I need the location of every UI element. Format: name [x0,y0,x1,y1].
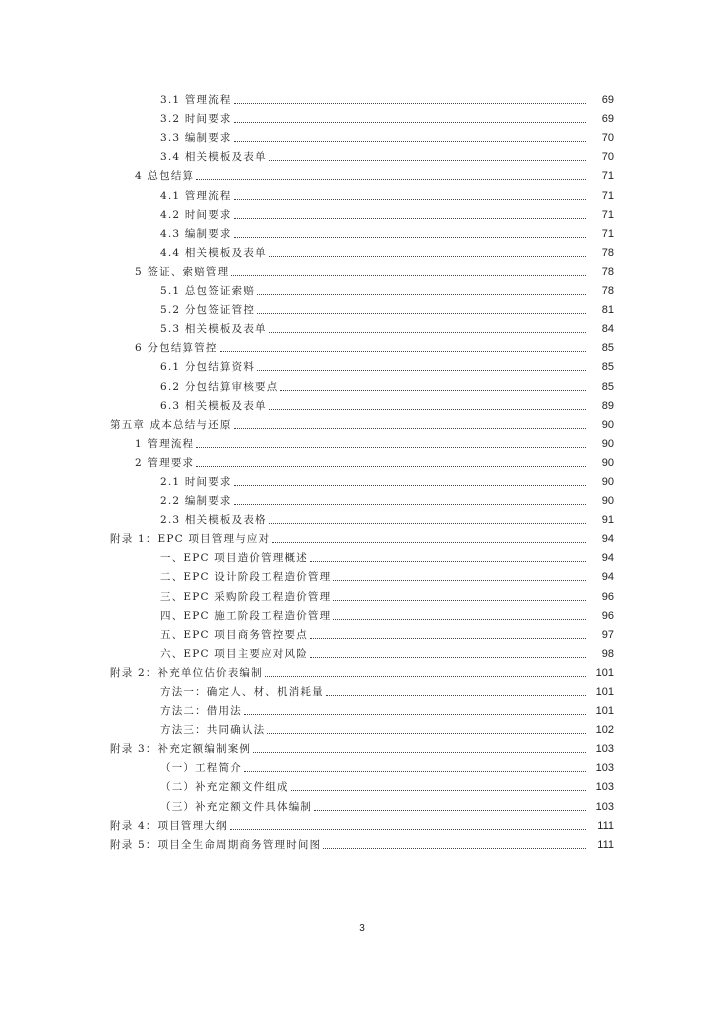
toc-entry-title: 5.3 相关模板及表单 [160,323,267,336]
toc-entry-page: 78 [601,246,614,259]
toc-dot-leader [269,332,586,333]
toc-entry-title: 附录 5：项目全生命周期商务管理时间图 [110,838,322,851]
toc-entry[interactable] [0,604,724,623]
toc-entry-page: 84 [601,323,614,336]
toc-entry-page: 78 [601,265,614,278]
toc-entry-page: 90 [601,495,614,508]
toc-entry-page: 98 [601,647,614,660]
toc-entry-title: 2.1 时间要求 [160,475,232,488]
toc-dot-leader [196,466,586,467]
toc-dot-leader [280,390,586,391]
toc-dot-leader [257,370,586,371]
toc-entry-title: 3.4 相关模板及表单 [160,151,267,164]
toc-entry[interactable] [0,794,724,813]
toc-entry-title: 6.2 分包结算审核要点 [160,380,279,393]
toc-entry-title: 4.2 时间要求 [160,208,232,221]
toc-entry-page: 111 [597,838,614,851]
toc-entry[interactable] [0,88,724,107]
toc-dot-leader [234,141,586,142]
toc-entry-title: （二）补充定额文件组成 [160,781,289,794]
toc-entry-title: 3.2 时间要求 [160,113,232,126]
toc-dot-leader [234,504,586,505]
toc-entry-page: 101 [595,666,614,679]
toc-entry[interactable] [0,355,724,374]
toc-entry[interactable] [0,642,724,661]
toc-entry[interactable] [0,126,724,145]
toc-dot-leader [196,179,586,180]
toc-entry-page: 69 [601,94,614,107]
toc-entry-page: 103 [595,743,614,756]
toc-dot-leader [220,351,586,352]
toc-entry[interactable] [0,737,724,756]
toc-entry-page: 85 [601,342,614,355]
toc-entry-page: 101 [595,705,614,718]
toc-entry[interactable] [0,814,724,833]
toc-entry-title: （三）补充定额文件具体编制 [160,800,313,813]
toc-dot-leader [253,752,586,753]
toc-entry-title: 6.3 相关模板及表单 [160,399,267,412]
toc-entry-page: 111 [597,819,614,832]
toc-entry[interactable] [0,394,724,413]
toc-entry[interactable] [0,565,724,584]
toc-entry-page: 103 [595,781,614,794]
toc-dot-leader [234,218,586,219]
toc-entry-page: 71 [601,189,614,202]
page-number: 3 [359,923,365,934]
toc-dot-leader [257,313,586,314]
toc-entry[interactable] [0,623,724,642]
toc-dot-leader [234,122,586,123]
toc-entry-page: 89 [601,399,614,412]
toc-entry[interactable] [0,661,724,680]
toc-entry[interactable] [0,489,724,508]
toc-entry-title: 4.4 相关模板及表单 [160,246,267,259]
toc-dot-leader [234,485,586,486]
toc-entry[interactable] [0,432,724,451]
toc-dot-leader [269,523,586,524]
toc-entry-title: 4 总包结算 [135,170,195,183]
toc-entry-title: 3.3 编制要求 [160,132,232,145]
toc-entry[interactable] [0,508,724,527]
toc-dot-leader [231,275,586,276]
toc-entry[interactable] [0,527,724,546]
toc-entry-title: 5.2 分包签证管控 [160,304,256,317]
toc-entry[interactable] [0,107,724,126]
toc-entry-title: 五、EPC 项目商务管控要点 [160,628,308,641]
toc-entry[interactable] [0,298,724,317]
toc-entry-title: 二、EPC 设计阶段工程造价管理 [160,571,332,584]
toc-entry-page: 70 [601,151,614,164]
toc-entry-page: 103 [595,762,614,775]
toc-entry-title: 2.3 相关模板及表格 [160,514,267,527]
toc-dot-leader [234,103,586,104]
toc-entry-page: 90 [601,475,614,488]
toc-entry-page: 103 [595,800,614,813]
toc-dot-leader [265,676,586,677]
toc-entry-page: 94 [601,533,614,546]
toc-entry-title: 方法三：共同确认法 [160,724,266,737]
toc-entry-title: 附录 2：补充单位估价表编制 [110,666,263,679]
toc-dot-leader [244,771,586,772]
toc-entry[interactable] [0,222,724,241]
toc-entry-title: 附录 3：补充定额编制案例 [110,743,252,756]
toc-entry[interactable] [0,451,724,470]
toc-entry-page: 81 [601,304,614,317]
toc-entry-title: 方法二：借用法 [160,705,242,718]
toc-entry-page: 96 [601,609,614,622]
toc-entry[interactable] [0,336,724,355]
toc-entry-title: 4.1 管理流程 [160,189,232,202]
toc-dot-leader [244,714,586,715]
toc-dot-leader [326,695,586,696]
toc-entry-title: 方法一：确定人、材、机消耗量 [160,686,324,698]
toc-entry[interactable] [0,775,724,794]
toc-entry-page: 91 [601,514,614,527]
toc-entry[interactable] [0,756,724,775]
toc-entry-page: 94 [601,552,614,565]
toc-entry-page: 71 [601,227,614,240]
toc-entry-title: 4.3 编制要求 [160,227,232,240]
toc-dot-leader [257,294,586,295]
toc-entry[interactable] [0,145,724,164]
toc-dot-leader [291,790,586,791]
toc-entry-title: 6.1 分包结算资料 [160,361,256,374]
toc-entry-page: 85 [601,380,614,393]
toc-entry-page: 96 [601,590,614,603]
toc-dot-leader [310,638,586,639]
toc-entry-page: 90 [601,418,614,431]
toc-entry[interactable] [0,833,724,852]
toc-entry-title: 6 分包结算管控 [135,342,218,355]
toc-entry-page: 94 [601,571,614,584]
toc-entry[interactable] [0,260,724,279]
toc-dot-leader [314,810,586,811]
toc-dot-leader [333,600,586,601]
toc-dot-leader [267,733,586,734]
toc-dot-leader [196,447,586,448]
toc-entry-title: 附录 4：项目管理大纲 [110,819,228,832]
toc-entry[interactable] [0,718,724,737]
toc-entry-page: 70 [601,132,614,145]
toc-entry[interactable] [0,241,724,260]
toc-entry-title: （一）工程简介 [160,762,242,775]
toc-entry-page: 101 [595,686,614,698]
toc-entry-page: 71 [601,170,614,183]
toc-entry[interactable] [0,699,724,718]
toc-entry-page: 71 [601,208,614,221]
toc-entry-title: 1 管理流程 [135,437,195,450]
toc-entry-page: 97 [601,628,614,641]
toc-entry-page: 78 [601,285,614,298]
toc-dot-leader [310,657,586,658]
toc-entry-title: 附录 1：EPC 项目管理与应对 [110,533,271,546]
toc-dot-leader [269,160,586,161]
toc-entry[interactable] [0,279,724,298]
toc-dot-leader [310,561,586,562]
toc-entry[interactable] [0,470,724,489]
toc-entry-title: 一、EPC 项目造价管理概述 [160,552,308,565]
toc-dot-leader [234,237,586,238]
toc-dot-leader [333,580,586,581]
toc-dot-leader [272,542,586,543]
toc-entry-page: 102 [595,724,614,737]
toc-entry-title: 2 管理要求 [135,456,195,469]
toc-entry-title: 四、EPC 施工阶段工程造价管理 [160,609,332,622]
toc-dot-leader [323,848,586,849]
toc-entry[interactable] [0,183,724,202]
toc-dot-leader [230,829,586,830]
toc-entry-page: 69 [601,113,614,126]
toc-entry-title: 2.2 编制要求 [160,495,232,508]
toc-entry[interactable] [0,374,724,393]
toc-entry-title: 六、EPC 项目主要应对风险 [160,647,308,660]
toc-entry-title: 5 签证、索赔管理 [135,265,230,278]
toc-entry[interactable] [0,413,724,432]
toc-entry[interactable] [0,164,724,183]
toc-dot-leader [234,428,586,429]
toc-entry-title: 5.1 总包签证索赔 [160,285,256,298]
toc-entry-page: 85 [601,361,614,374]
toc-dot-leader [269,256,586,257]
toc-entry[interactable] [0,317,724,336]
toc-entry-page: 90 [601,437,614,450]
toc-entry[interactable] [0,546,724,565]
toc-entry-title: 三、EPC 采购阶段工程造价管理 [160,590,332,603]
toc-entry-title: 第五章 成本总结与还原 [110,418,232,431]
toc-entry-title: 3.1 管理流程 [160,94,232,107]
toc-entry[interactable] [0,203,724,222]
toc-dot-leader [269,409,586,410]
table-of-contents [0,88,724,852]
toc-entry[interactable] [0,584,724,603]
toc-entry-page: 90 [601,456,614,469]
toc-dot-leader [234,199,586,200]
toc-entry[interactable] [0,680,724,699]
toc-dot-leader [333,619,586,620]
